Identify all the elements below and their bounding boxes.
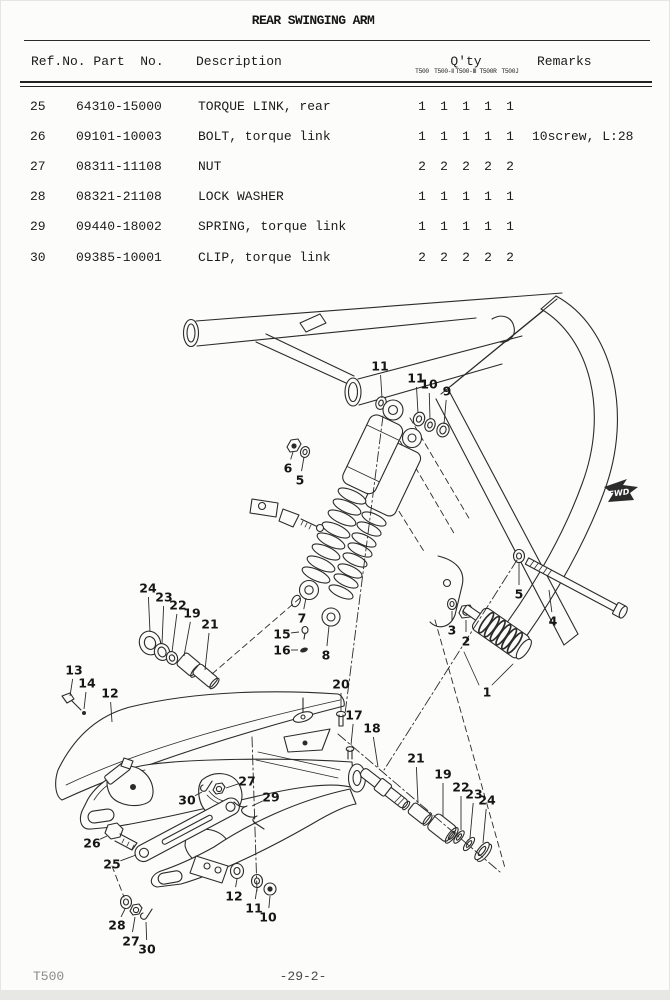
leader-line <box>291 632 299 633</box>
cell-q: 1 <box>418 98 426 114</box>
callout-30: 30 <box>178 792 196 808</box>
leader-line <box>236 879 237 887</box>
callout-23: 23 <box>155 589 173 605</box>
cell-q: 2 <box>462 158 470 174</box>
callout-12: 12 <box>225 888 243 904</box>
pivot-shaft-parts <box>358 765 494 863</box>
footer-model: T500 <box>33 969 65 984</box>
qty-model-label: T500 <box>415 68 429 75</box>
callout-21: 21 <box>201 616 219 632</box>
qty-model-label: T500-Ⅲ <box>455 68 477 75</box>
callout-11: 11 <box>407 370 425 386</box>
leader-line <box>132 917 135 932</box>
cell-q: 2 <box>462 249 470 265</box>
fwd-label: FWD <box>608 487 631 499</box>
qty-model-label: T500-Ⅱ <box>434 68 454 75</box>
cell-ref: 29 <box>30 219 46 235</box>
cell-q: 1 <box>418 219 426 235</box>
callout-20: 20 <box>332 676 350 692</box>
leader-line <box>70 679 73 696</box>
header-description: Description <box>196 54 282 69</box>
cell-q: 1 <box>506 98 514 114</box>
cell-ref: 25 <box>30 98 46 114</box>
header-qty: Q'ty <box>450 54 482 69</box>
cell-q: 1 <box>484 98 492 114</box>
cell-desc: TORQUE LINK, rear <box>198 98 331 114</box>
swingarm-bushing-set-left <box>136 628 221 690</box>
cell-q: 1 <box>440 189 448 205</box>
callout-9: 9 <box>442 383 452 399</box>
callout-5: 5 <box>295 472 305 488</box>
cell-q: 1 <box>484 128 492 144</box>
callout-6: 6 <box>283 460 293 476</box>
leader-line <box>444 400 446 424</box>
cell-q: 1 <box>506 219 514 235</box>
callout-15: 15 <box>273 626 291 642</box>
callout-25: 25 <box>103 856 121 872</box>
callout-28: 28 <box>108 917 126 933</box>
cell-q: 1 <box>506 189 514 205</box>
callout-8: 8 <box>321 647 331 663</box>
callout-10: 10 <box>259 909 277 925</box>
footer-page-number: -29-2- <box>279 969 327 984</box>
callout-26: 26 <box>83 835 101 851</box>
leader-line <box>429 393 430 419</box>
cell-q: 1 <box>462 98 470 114</box>
leader-line <box>252 801 263 806</box>
qty-model-label: T500R <box>479 68 497 75</box>
cell-q: 2 <box>440 249 448 265</box>
cell-part: 64310-15000 <box>76 98 162 114</box>
leader-line <box>84 692 86 709</box>
leader-line <box>416 767 418 803</box>
cell-desc: BOLT, torque link <box>198 128 331 144</box>
leader-line <box>121 909 125 917</box>
callout-29: 29 <box>262 789 280 805</box>
cell-q: 1 <box>462 219 470 235</box>
cell-q: 2 <box>506 158 514 174</box>
cell-desc: NUT <box>198 158 222 174</box>
callout-24: 24 <box>478 792 496 808</box>
leader-line <box>269 896 270 908</box>
header-ref-part: Ref.No. Part No. <box>31 54 164 69</box>
cell-q: 1 <box>440 98 448 114</box>
cell-ref: 28 <box>30 189 46 205</box>
fwd-badge <box>604 479 638 502</box>
leader-line <box>483 809 486 843</box>
cell-q: 2 <box>440 158 448 174</box>
cell-ref: 26 <box>30 128 46 144</box>
leader-line <box>148 597 150 632</box>
callout-10: 10 <box>420 376 438 392</box>
leader-line <box>172 614 177 652</box>
leader-line <box>146 922 147 940</box>
callout-27: 27 <box>122 933 140 949</box>
callout-17: 17 <box>345 707 363 723</box>
cell-desc: LOCK WASHER <box>198 189 284 205</box>
cell-q: 1 <box>440 128 448 144</box>
callout-23: 23 <box>465 786 483 802</box>
cell-q: 2 <box>484 249 492 265</box>
cell-q: 1 <box>418 128 426 144</box>
page-title: REAR SWINGING ARM <box>251 13 375 28</box>
cell-part: 08311-11108 <box>76 158 162 174</box>
callout-1: 1 <box>482 684 492 700</box>
cell-rem: 10screw, L:28 <box>532 128 634 144</box>
cell-desc: CLIP, torque link <box>198 249 331 265</box>
callout-21: 21 <box>407 750 425 766</box>
leader-line <box>373 737 378 767</box>
pivot-bolt-assembly <box>448 550 629 686</box>
cell-part: 08321-21108 <box>76 189 162 205</box>
cell-q: 1 <box>506 128 514 144</box>
callout-27: 27 <box>238 773 256 789</box>
cell-q: 1 <box>484 189 492 205</box>
qty-model-label: T500J <box>501 68 519 75</box>
scan-edge <box>0 990 670 1000</box>
callout-11: 11 <box>371 358 389 374</box>
callout-16: 16 <box>273 642 291 658</box>
leader-line <box>351 724 353 745</box>
cell-part: 09101-10003 <box>76 128 162 144</box>
cell-q: 1 <box>462 189 470 205</box>
callout-22: 22 <box>452 779 470 795</box>
cell-part: 09385-10001 <box>76 249 162 265</box>
header-remarks: Remarks <box>537 54 592 69</box>
leader-line <box>120 855 136 861</box>
cell-part: 09440-18002 <box>76 219 162 235</box>
cell-q: 1 <box>462 128 470 144</box>
callout-4: 4 <box>548 613 558 629</box>
callout-2: 2 <box>461 633 471 649</box>
leader-line <box>255 888 257 899</box>
leader-line <box>417 387 418 413</box>
cell-q: 1 <box>484 219 492 235</box>
callout-5: 5 <box>514 586 524 602</box>
cell-ref: 27 <box>30 158 46 174</box>
cell-q: 2 <box>484 158 492 174</box>
leader-line <box>291 452 293 459</box>
callout-14: 14 <box>78 675 96 691</box>
callout-11: 11 <box>245 900 263 916</box>
leader-line <box>470 803 473 838</box>
leader-line <box>302 457 304 471</box>
leader-line <box>381 375 382 398</box>
cell-ref: 30 <box>30 249 46 265</box>
callout-12: 12 <box>101 685 119 701</box>
callout-13: 13 <box>65 662 83 678</box>
cell-q: 2 <box>506 249 514 265</box>
leader-line <box>162 606 164 644</box>
leader-line <box>304 598 306 609</box>
callout-7: 7 <box>297 610 307 626</box>
callout-3: 3 <box>447 622 457 638</box>
cell-desc: SPRING, torque link <box>198 219 347 235</box>
callout-30: 30 <box>138 941 156 957</box>
callout-24: 24 <box>139 580 157 596</box>
leader-line <box>100 836 107 839</box>
leader-line <box>205 633 209 670</box>
callout-18: 18 <box>363 720 381 736</box>
cell-q: 1 <box>418 189 426 205</box>
leader-line <box>327 626 329 646</box>
callout-19: 19 <box>434 766 452 782</box>
leader-line <box>184 622 190 656</box>
cell-q: 2 <box>418 158 426 174</box>
callout-layer <box>65 359 557 957</box>
cell-q: 1 <box>440 219 448 235</box>
callout-19: 19 <box>183 605 201 621</box>
cell-q: 2 <box>418 249 426 265</box>
callout-22: 22 <box>169 597 187 613</box>
